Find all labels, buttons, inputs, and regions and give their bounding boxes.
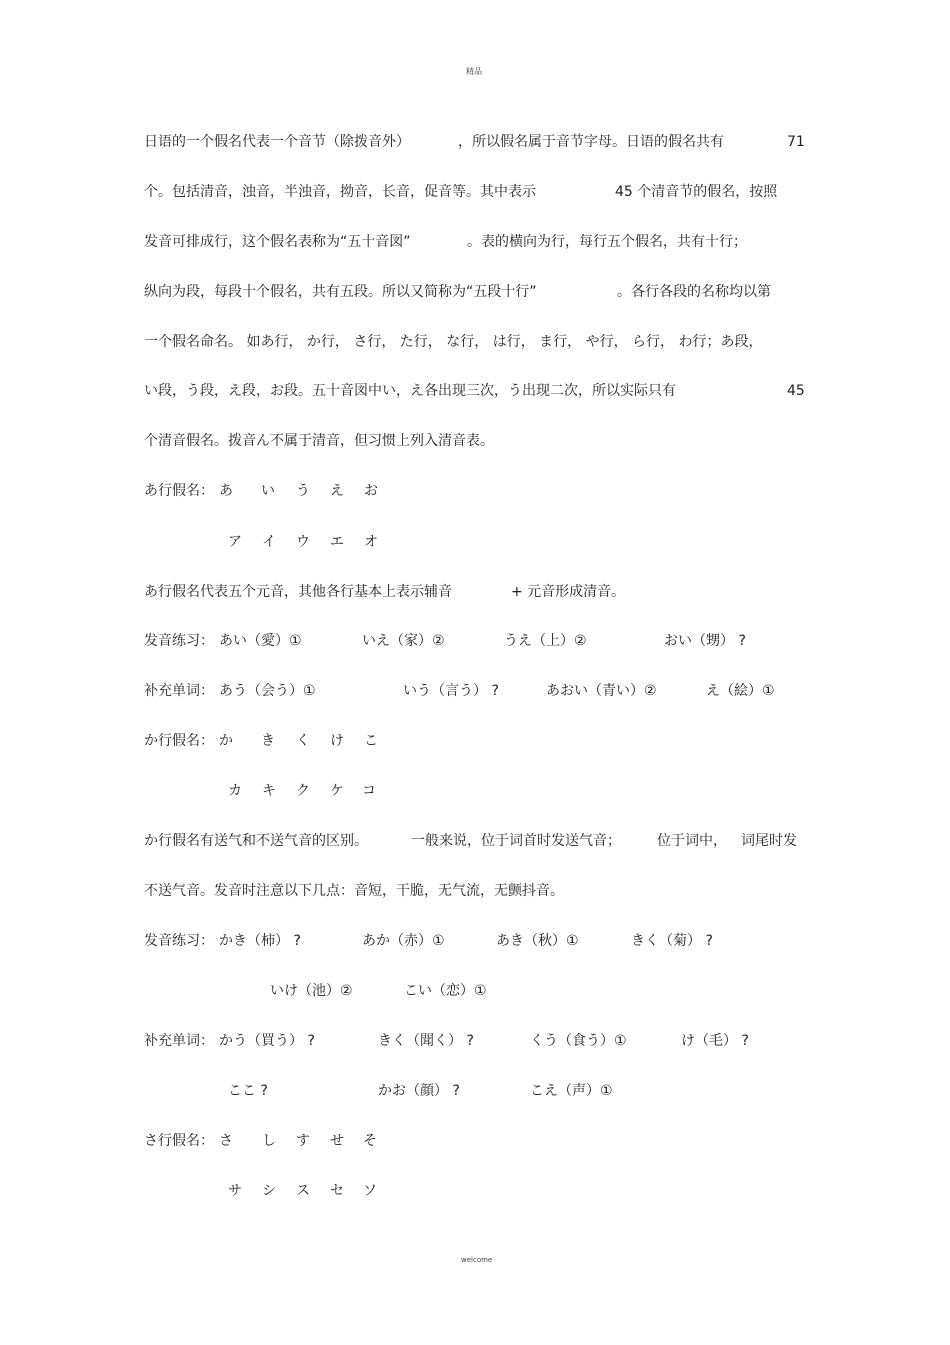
sa-row-katakana-sa: サ <box>228 1183 242 1199</box>
ka-row-katakana-ke: ケ <box>330 783 344 799</box>
a-row-katakana-a: ア <box>228 534 242 550</box>
ka-row-practice-item-3: あき（秋）① <box>496 933 579 949</box>
ka-row-supplement-item-4: け（毛） ? <box>681 1033 749 1049</box>
sa-row-hiragana-so: そ <box>363 1133 377 1149</box>
sa-row-hiragana-shi: し <box>262 1133 276 1149</box>
sa-row-hiragana-se: せ <box>330 1133 344 1149</box>
a-row-label: あ行假名： <box>144 483 214 499</box>
paragraph-line-3: 发音可排成行，这个假名表称为“五十音図” <box>144 234 411 250</box>
a-row-katakana-i: イ <box>262 534 276 550</box>
paragraph-line-4-tail: 。各行各段的名称均以第 <box>617 284 771 300</box>
ka-row-hiragana-ki: き <box>261 733 275 749</box>
a-row-supplement-item-4: え（絵）① <box>706 683 775 699</box>
a-row-practice-item-3: うえ（上）② <box>504 633 587 649</box>
sa-row-hiragana-su: す <box>296 1133 310 1149</box>
sa-row-katakana-shi: シ <box>262 1183 276 1199</box>
paragraph-line-2: 个。包括清音，浊音，半浊音，拗音，长音，促音等。其中表示 <box>144 184 536 200</box>
a-row-hiragana-e: え <box>330 483 344 499</box>
a-row-katakana-e: エ <box>330 534 344 550</box>
ka-row-katakana-ku: ク <box>296 783 310 799</box>
a-row-practice-item-2: いえ（家）② <box>362 633 445 649</box>
paragraph-line-5: 一个假名命名。 如あ行， か行， さ行， た行， な行， は行， ま行， や行， ら行， わ行；あ段， <box>144 334 763 350</box>
paragraph-line-7: 个清音假名。拨音ん不属于清音，但习惯上列入清音表。 <box>144 433 494 449</box>
ka-row-katakana-ki: キ <box>262 783 276 799</box>
ka-row-supplement-item-7: こえ（声）① <box>530 1083 613 1099</box>
paragraph-line-6-num: 45 <box>787 383 805 399</box>
ka-row-supplement-item-2: きく（聞く） ? <box>378 1033 474 1049</box>
sa-row-label: さ行假名： <box>144 1133 214 1149</box>
paragraph-line-3-tail: 。表的横向为行，每行五个假名，共有十行； <box>467 234 747 250</box>
a-row-hiragana-o: お <box>364 483 378 499</box>
ka-row-note-c: 位于词中， <box>657 833 727 849</box>
a-row-katakana-u: ウ <box>296 534 310 550</box>
ka-row-hiragana-ka: か <box>219 733 233 749</box>
ka-row-note-d: 词尾时发 <box>741 833 797 849</box>
ka-row-supplement-item-1: かう（買う） ? <box>219 1033 315 1049</box>
sa-row-hiragana-sa: さ <box>219 1133 233 1149</box>
sa-row-katakana-so: ソ <box>363 1183 377 1199</box>
ka-row-supplement-item-3: くう（食う）① <box>530 1033 627 1049</box>
page-footer: welcome <box>461 1256 493 1264</box>
paragraph-line-6: い段，う段，え段，お段。五十音図中い，え各出现三次，う出现二次，所以实际只有 <box>144 383 676 399</box>
ka-row-note-b: 一般来说，位于词首时发送气音； <box>411 833 621 849</box>
paragraph-line-1: 日语的一个假名代表一个音节（除拨音外） <box>144 134 410 150</box>
a-row-katakana-o: オ <box>364 534 378 550</box>
paragraph-line-4: 纵向为段，每段十个假名，共有五段。所以又简称为“五段十行” <box>144 284 537 300</box>
a-row-hiragana-i: い <box>261 483 275 499</box>
ka-row-practice-item-5: いけ（池）② <box>270 983 353 999</box>
ka-row-supplement-item-5: ここ ? <box>228 1083 268 1099</box>
ka-row-supplement-item-6: かお（顔） ? <box>378 1083 460 1099</box>
ka-row-hiragana-ku: く <box>296 733 310 749</box>
a-row-hiragana-a: あ <box>219 483 233 499</box>
paragraph-line-1-mid: ，所以假名属于音节字母。日语的假名共有 <box>458 134 724 150</box>
a-row-hiragana-u: う <box>296 483 310 499</box>
sa-row-katakana-se: セ <box>330 1183 344 1199</box>
a-row-supplement-item-3: あおい（青い）② <box>546 683 657 699</box>
ka-row-hiragana-ke: け <box>330 733 344 749</box>
ka-row-practice-item-4: きく（菊） ? <box>631 933 713 949</box>
a-row-note: あ行假名代表五个元音，其他各行基本上表示辅音 <box>144 584 452 600</box>
a-row-practice-label: 发音练习： <box>144 633 214 649</box>
ka-row-hiragana-ko: こ <box>364 733 378 749</box>
a-row-practice-item-1: あい（愛）① <box>219 633 302 649</box>
ka-row-practice-item-6: こい（恋）① <box>404 983 487 999</box>
paragraph-line-2-tail: 45 个清音节的假名，按照 <box>615 184 778 200</box>
a-row-note-tail: + 元音形成清音。 <box>511 584 626 600</box>
ka-row-note-a: か行假名有送气和不送气音的区别。 <box>144 833 368 849</box>
ka-row-label: か行假名： <box>144 733 214 749</box>
a-row-supplement-item-1: あう（会う）① <box>219 683 316 699</box>
ka-row-note-2: 不送气音。发音时注意以下几点：音短，干脆，无气流，无颤抖音。 <box>144 883 564 899</box>
paragraph-line-1-num: 71 <box>787 134 805 150</box>
sa-row-katakana-su: ス <box>296 1183 310 1199</box>
ka-row-katakana-ka: カ <box>228 783 242 799</box>
a-row-supplement-item-2: いう（言う） ? <box>403 683 499 699</box>
ka-row-supplement-label: 补充单词： <box>144 1033 214 1049</box>
ka-row-practice-item-2: あか（赤）① <box>362 933 445 949</box>
ka-row-practice-item-1: かき（柿） ? <box>219 933 301 949</box>
ka-row-practice-label: 发音练习： <box>144 933 214 949</box>
a-row-practice-item-4: おい（甥） ? <box>664 633 746 649</box>
a-row-supplement-label: 补充单词： <box>144 683 214 699</box>
ka-row-katakana-ko: コ <box>362 783 376 799</box>
page-header: 精品 <box>466 67 482 76</box>
